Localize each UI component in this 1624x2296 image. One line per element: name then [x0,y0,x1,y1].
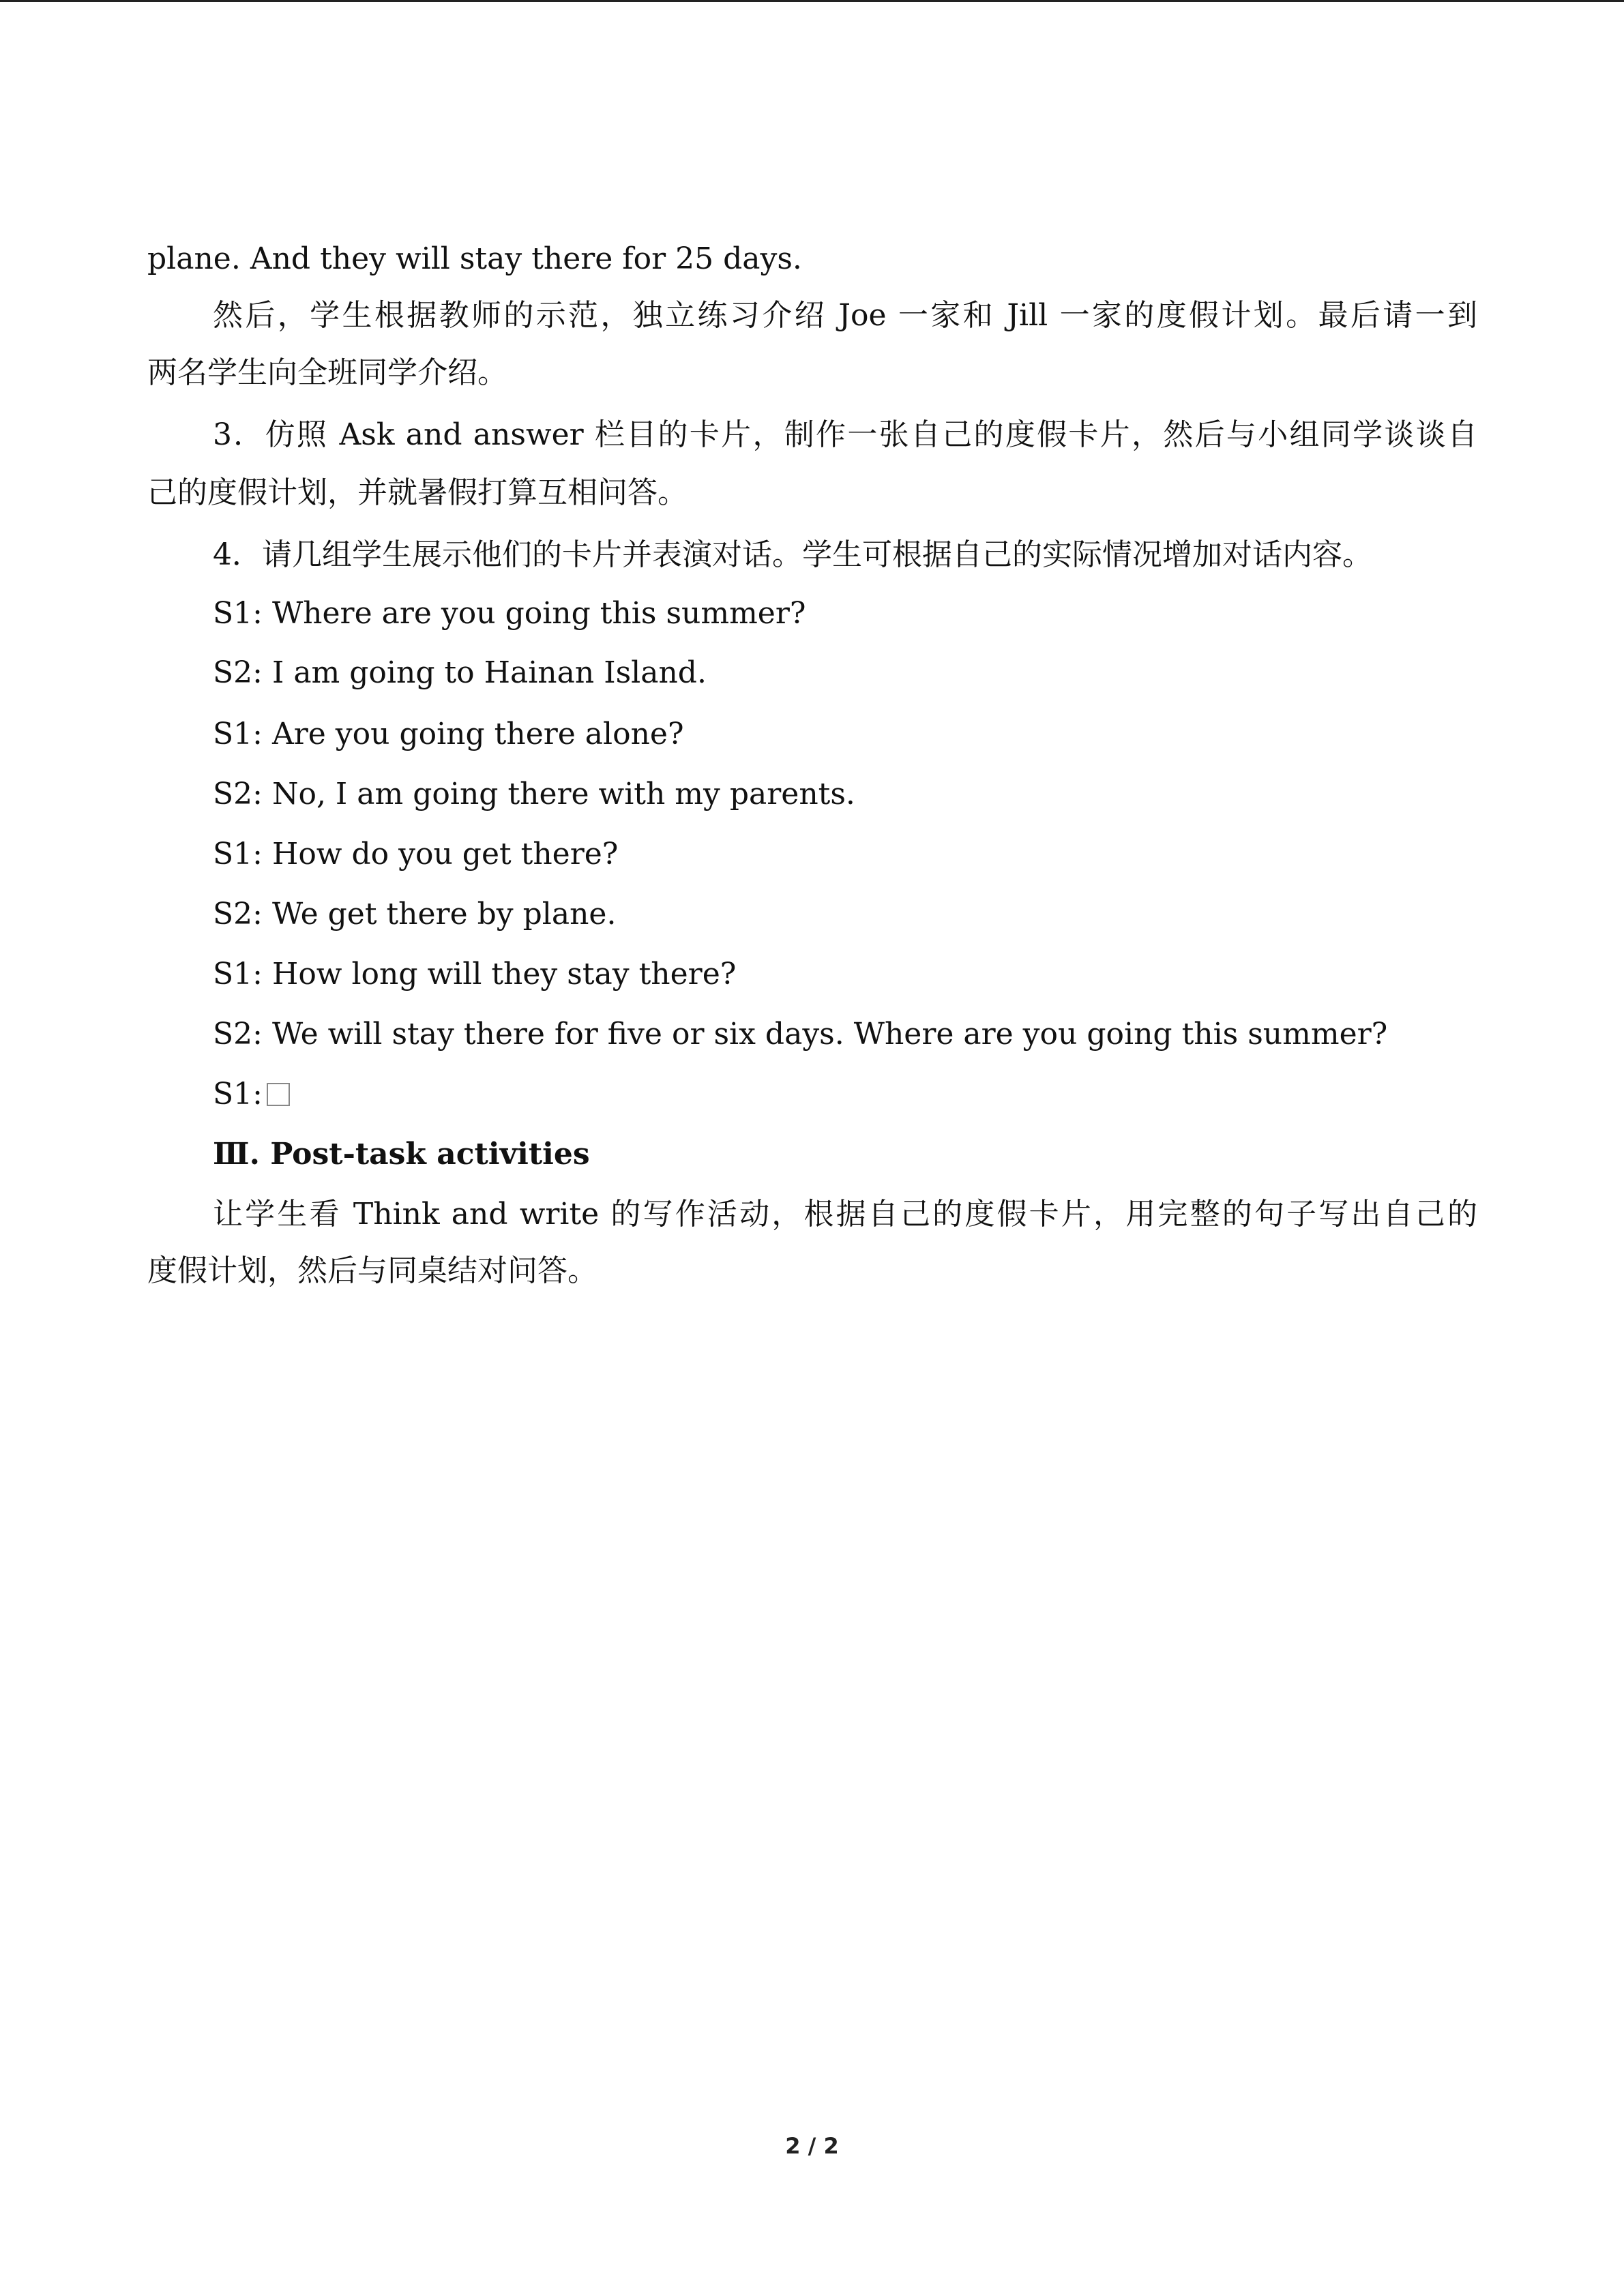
paragraph-line: plane. And they will stay there for 25 days. [147,241,802,276]
blank-box-icon [267,1083,290,1106]
dialogue-line: S1: How do you get there? [213,837,619,871]
paragraph-line: 然后，学生根据教师的示范，独立练习介绍 Joe 一家和 Jill 一家的度假计划。最后请一到 [213,298,1477,333]
dialogue-line: S2: I am going to Hainan Island. [213,655,707,690]
paragraph-line: 己的度假计划，并就暑假打算互相问答。 [147,475,688,510]
paragraph-line: 度假计划，然后与同桌结对问答。 [147,1253,597,1288]
page-number: 2 / 2 [785,2133,839,2159]
dialogue-line: S2: We get there by plane. [213,897,617,931]
paragraph-line: 4．请几组学生展示他们的卡片并表演对话。学生可根据自己的实际情况增加对话内容。 [213,537,1372,572]
paragraph-line: 3．仿照 Ask and answer 栏目的卡片，制作一张自己的度假卡片，然后与小组同学谈谈自 [213,417,1477,452]
dialogue-line: S1: Are you going there alone? [213,717,684,751]
dialogue-line: S1: Where are you going this summer? [213,596,806,631]
paragraph-line: 两名学生向全班同学介绍。 [147,355,507,390]
paragraph-line: 让学生看 Think and write 的写作活动，根据自己的度假卡片，用完整的句子写出自己的 [213,1197,1477,1232]
dialogue-line: S1: How long will they stay there? [213,957,737,992]
top-border-rule [0,0,1624,2]
section-heading: Ⅲ. Post-task activities [213,1137,590,1172]
dialogue-line: S2: No, I am going there with my parents. [213,777,855,811]
dialogue-line: S2: We will stay there for five or six days. Where are you going this summer? [213,1017,1388,1052]
speaker-label: S1: [213,1077,263,1112]
dialogue-line-blank [213,1074,290,1115]
